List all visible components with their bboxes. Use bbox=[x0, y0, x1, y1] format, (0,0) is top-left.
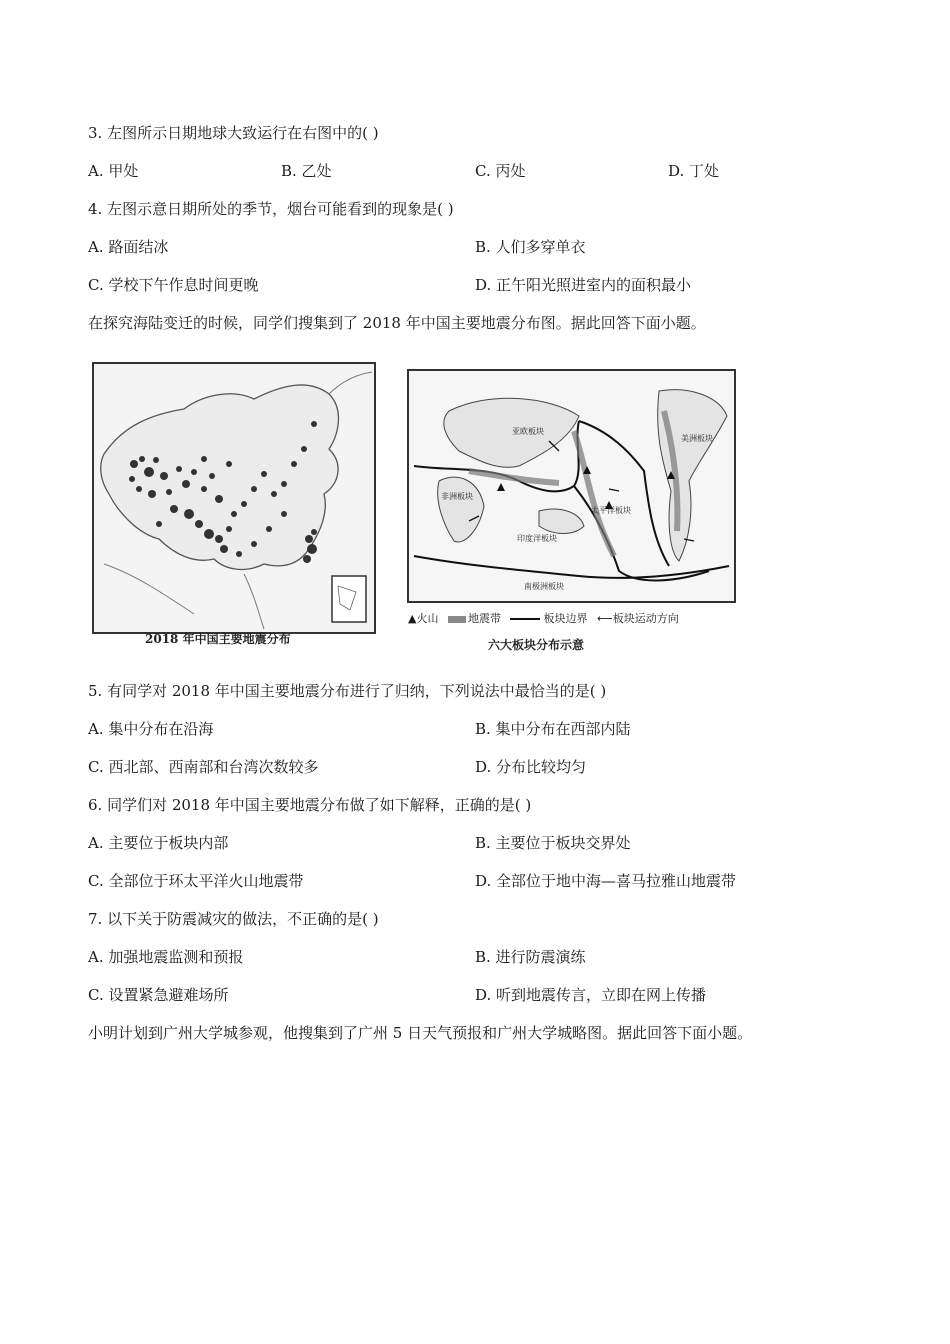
label-african-plate: 非洲板块 bbox=[441, 492, 473, 501]
china-map-caption: 2018 年中国主要地震分布 bbox=[145, 632, 291, 646]
q7-option-b[interactable]: B. 进行防震演练 bbox=[475, 948, 586, 966]
q4-option-b[interactable]: B. 人们多穿单衣 bbox=[475, 238, 586, 256]
label-indian-plate: 印度洋板块 bbox=[517, 534, 557, 543]
q6-option-d[interactable]: D. 全部位于地中海—喜马拉雅山地震带 bbox=[475, 872, 737, 890]
plates-map-drawing bbox=[409, 371, 734, 601]
intro-earthquake: 在探究海陆变迁的时候，同学们搜集到了 2018 年中国主要地震分布图。据此回答下面小题。 bbox=[88, 314, 706, 332]
label-american-plate: 美洲板块 bbox=[681, 434, 713, 443]
q7-option-a[interactable]: A. 加强地震监测和预报 bbox=[88, 948, 244, 966]
volcano-icon: ▲ bbox=[408, 612, 417, 625]
q5-stem: 5. 有同学对 2018 年中国主要地震分布进行了归纳，下列说法中最恰当的是( ) bbox=[88, 682, 607, 700]
label-pacific-plate: 太平洋板块 bbox=[591, 506, 631, 515]
legend-boundary: 板块边界 bbox=[543, 612, 588, 625]
q3-stem: 3. 左图所示日期地球大致运行在右图中的( ) bbox=[88, 124, 379, 142]
plates-legend bbox=[408, 610, 733, 626]
legend-direction: 板块运动方向 bbox=[612, 612, 679, 625]
q3-option-a[interactable]: A. 甲处 bbox=[88, 162, 139, 180]
china-earthquake-map bbox=[92, 362, 376, 634]
q3-option-c[interactable]: C. 丙处 bbox=[475, 162, 526, 180]
q7-option-c[interactable]: C. 设置紧急避难场所 bbox=[88, 986, 229, 1004]
q7-option-d[interactable]: D. 听到地震传言，立即在网上传播 bbox=[475, 986, 707, 1004]
q3-option-d[interactable]: D. 丁处 bbox=[668, 162, 720, 180]
boundary-icon bbox=[510, 618, 540, 620]
quake-belt-icon bbox=[448, 616, 466, 623]
q4-option-d[interactable]: D. 正午阳光照进室内的面积最小 bbox=[475, 276, 692, 294]
q4-stem: 4. 左图示意日期所处的季节，烟台可能看到的现象是( ) bbox=[88, 200, 454, 218]
label-antarctic-plate: 南极洲板块 bbox=[524, 582, 564, 591]
legend-quake-belt: 地震带 bbox=[467, 612, 501, 625]
q3-option-b[interactable]: B. 乙处 bbox=[281, 162, 332, 180]
q6-option-b[interactable]: B. 主要位于板块交界处 bbox=[475, 834, 631, 852]
label-eurasian-plate: 亚欧板块 bbox=[512, 427, 544, 436]
q5-option-b[interactable]: B. 集中分布在西部内陆 bbox=[475, 720, 631, 738]
q7-stem: 7. 以下关于防震减灾的做法，不正确的是( ) bbox=[88, 910, 379, 928]
direction-arrow-icon: ⟵ bbox=[596, 612, 613, 625]
legend-volcano: 火山 bbox=[416, 612, 439, 625]
intro-guangzhou: 小明计划到广州大学城参观，他搜集到了广州 5 日天气预报和广州大学城略图。据此回答下面小题。 bbox=[88, 1024, 753, 1042]
q4-option-a[interactable]: A. 路面结冰 bbox=[88, 238, 169, 256]
q4-option-c[interactable]: C. 学校下午作息时间更晚 bbox=[88, 276, 259, 294]
tectonic-plates-map bbox=[407, 369, 736, 603]
china-map-drawing bbox=[94, 364, 374, 632]
q5-option-d[interactable]: D. 分布比较均匀 bbox=[475, 758, 587, 776]
q6-option-c[interactable]: C. 全部位于环太平洋火山地震带 bbox=[88, 872, 304, 890]
q5-option-a[interactable]: A. 集中分布在沿海 bbox=[88, 720, 214, 738]
q6-stem: 6. 同学们对 2018 年中国主要地震分布做了如下解释，正确的是( ) bbox=[88, 796, 532, 814]
plates-map-caption: 六大板块分布示意 bbox=[488, 638, 585, 652]
q5-option-c[interactable]: C. 西北部、西南部和台湾次数较多 bbox=[88, 758, 319, 776]
q6-option-a[interactable]: A. 主要位于板块内部 bbox=[88, 834, 229, 852]
